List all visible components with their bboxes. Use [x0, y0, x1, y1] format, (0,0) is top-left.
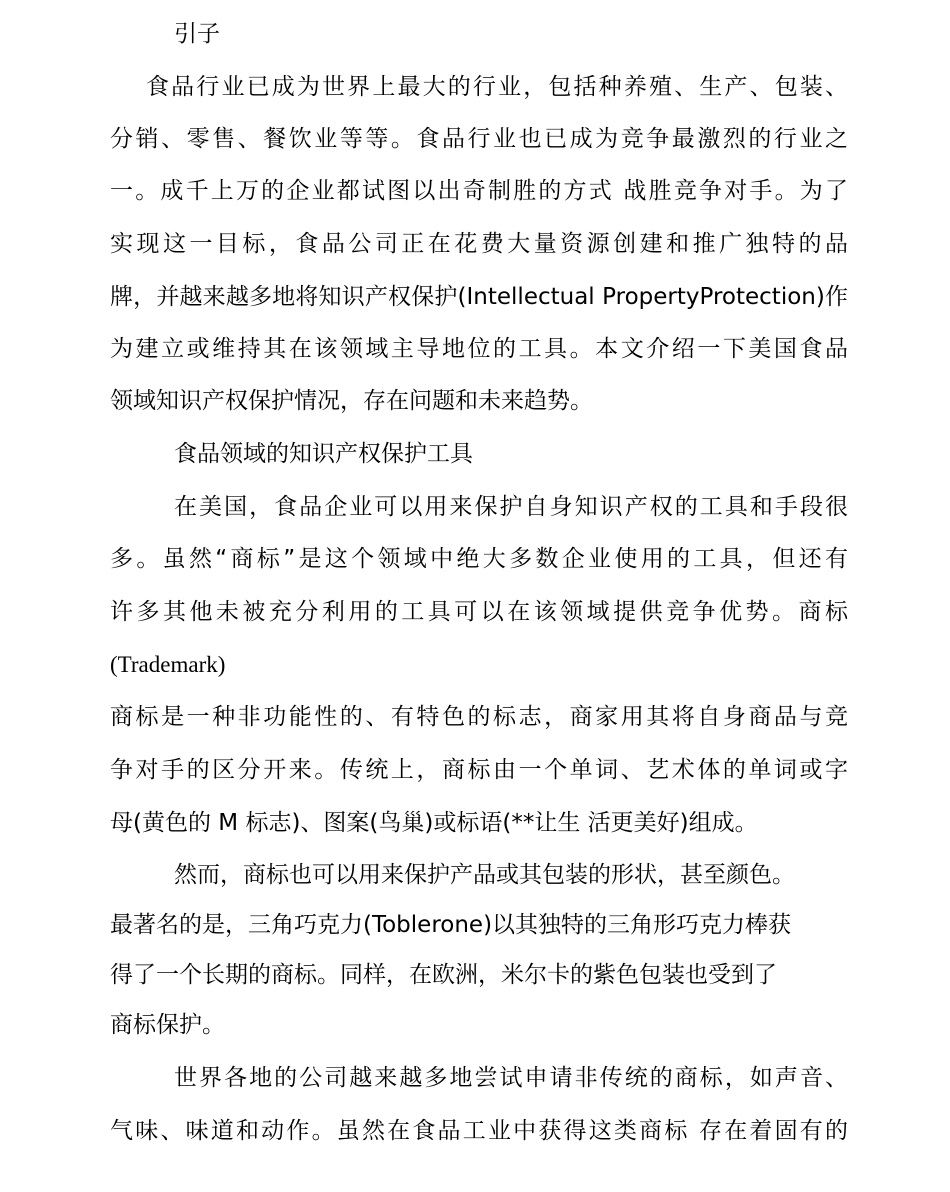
paragraph-line: 然而，商标也可以用来保护产品或其包装的形状，甚至颜色。: [174, 862, 795, 888]
paragraph-line: 商标是一种非功能性的、有特色的标志，商家用其将自身商品与竞: [110, 704, 848, 730]
paragraph-line: 为建立或维持其在该领域主导地位的工具。本文介绍一下美国食品: [110, 336, 848, 362]
section-heading-ip-tools: 食品领域的知识产权保护工具: [174, 441, 473, 467]
paragraph-line: 分销、零售、餐饮业等等。食品行业也已成为竞争最激烈的行业之: [110, 126, 848, 152]
paragraph-line: 母(黄色的 M 标志)、图案(鸟巢)或标语(**让生 活更美好)组成。: [110, 810, 758, 836]
paragraph-line: 一。成千上万的企业都试图以出奇制胜的方式 战胜竞争对手。为了: [110, 178, 848, 204]
paragraph-line: 多。虽然“商标”是这个领域中绝大多数企业使用的工具，但还有: [110, 546, 848, 572]
paragraph-line: 领域知识产权保护情况，存在问题和未来趋势。: [110, 388, 593, 414]
paragraph-line: 食品行业已成为世界上最大的行业，包括种养殖、生产、包装、: [146, 74, 848, 100]
paragraph-line: 在美国，食品企业可以用来保护自身知识产权的工具和手段很: [174, 494, 848, 520]
section-heading-introduction: 引子: [174, 21, 220, 47]
paragraph-line: 实现这一目标，食品公司正在花费大量资源创建和推广独特的品: [110, 231, 848, 257]
paragraph-line: 许多其他未被充分利用的工具可以在该领域提供竞争优势。商标: [110, 599, 848, 625]
paragraph-line: 气味、味道和动作。虽然在食品工业中获得这类商标 存在着固有的: [110, 1118, 848, 1144]
paragraph-line: 争对手的区分开来。传统上，商标由一个单词、艺术体的单词或字: [110, 757, 848, 783]
paragraph-line: 世界各地的公司越来越多地尝试申请非传统的商标，如声音、: [174, 1065, 848, 1091]
paragraph-line: 最著名的是，三角巧克力(Toblerone)以其独特的三角形巧克力棒获: [110, 912, 792, 938]
paragraph-line: 得了一个长期的商标。同样，在欧洲，米尔卡的紫色包装也受到了: [110, 962, 777, 988]
paragraph-line: 牌，并越来越多地将知识产权保护(Intellectual PropertyProtection)作: [110, 284, 848, 310]
paragraph-line: 商标保护。: [110, 1012, 225, 1038]
section-heading-trademark: (Trademark): [110, 652, 226, 677]
